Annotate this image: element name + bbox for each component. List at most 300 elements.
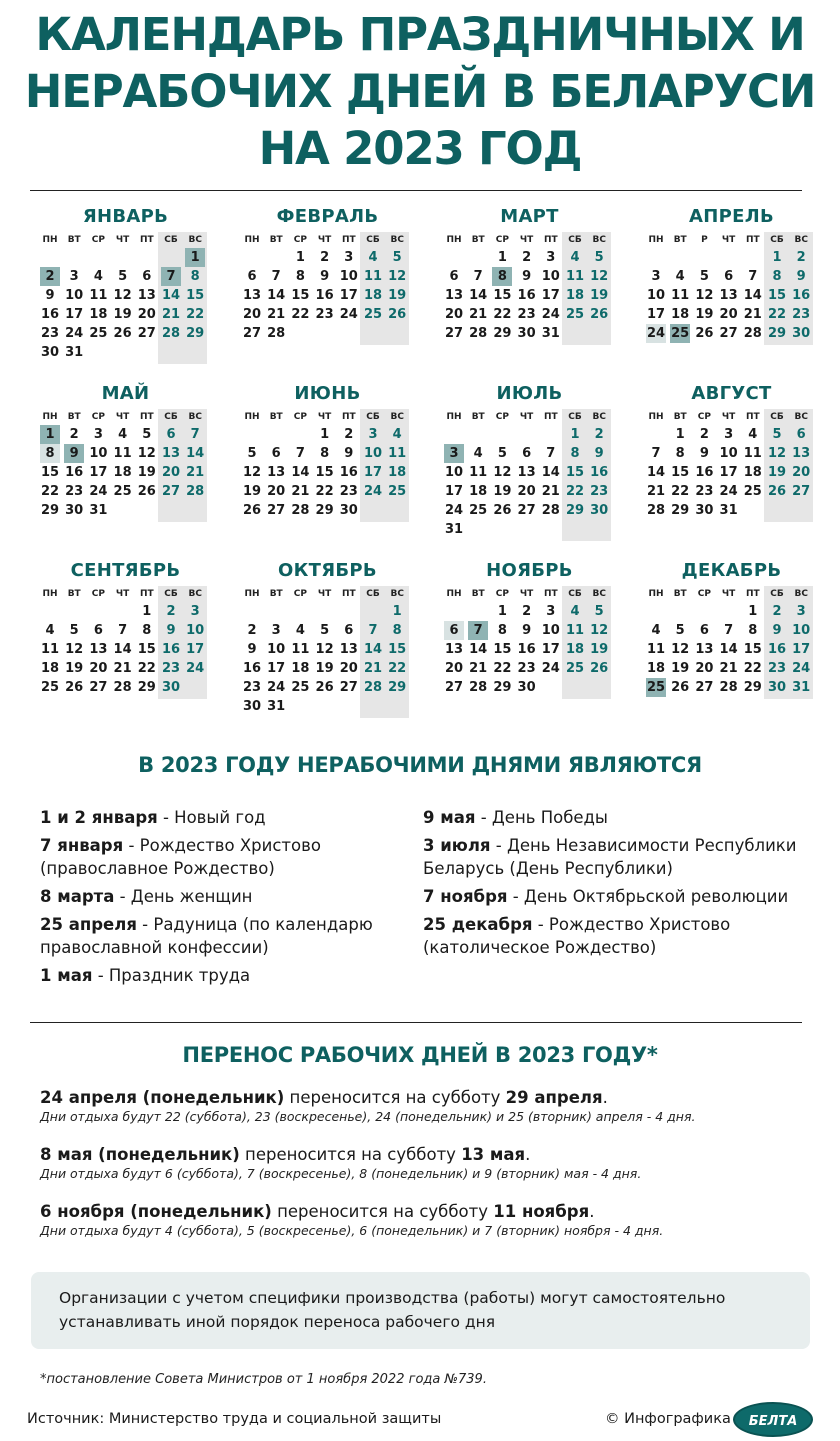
weekday-header: ВС <box>592 235 606 245</box>
calendar-day: 17 <box>792 642 811 657</box>
calendar-day: 1 <box>320 427 330 442</box>
divider-middle <box>30 1022 802 1023</box>
weekday-header: СР <box>91 235 105 245</box>
weekday-header: СР <box>293 412 307 422</box>
calendar-day: 25 <box>388 484 407 499</box>
transfer-from: 24 апреля (понедельник) <box>40 1088 285 1107</box>
calendar-day: 5 <box>247 446 257 461</box>
weekday-header: ВС <box>188 412 202 422</box>
weekday-header: СБ <box>366 412 380 422</box>
weekday-header: ВС <box>794 412 808 422</box>
source-text: Источник: Министерство труда и социальной защиты <box>27 1411 442 1427</box>
calendar-day: 21 <box>469 661 488 676</box>
calendar-day: 12 <box>767 446 787 461</box>
calendar-day: 3 <box>271 623 281 638</box>
calendar-day: 23 <box>339 484 358 499</box>
calendar-day: 20 <box>517 484 536 499</box>
weekday-header: ВС <box>188 235 202 245</box>
weekday-header: ПН <box>446 589 462 599</box>
calendar-day: 20 <box>444 307 464 322</box>
transfer-from: 8 мая (понедельник) <box>40 1145 240 1164</box>
belta-logo: БЕЛТА <box>733 1402 813 1437</box>
calendar-day: 19 <box>671 661 690 676</box>
calendar-day: 28 <box>186 484 205 499</box>
calendar-day: 9 <box>247 642 257 657</box>
calendar-day: 20 <box>792 465 811 480</box>
month-1 <box>38 206 213 364</box>
weekday-header: ВТ <box>673 589 687 599</box>
transfer-item <box>40 1201 830 1239</box>
weekday-header: ЧТ <box>519 589 534 599</box>
calendar-day: 23 <box>792 307 811 322</box>
calendar-day: 14 <box>186 446 205 461</box>
month-4 <box>644 206 819 345</box>
calendar-day: 30 <box>161 680 181 695</box>
calendar-day: 18 <box>671 307 690 322</box>
calendar-day: 1 <box>142 604 152 619</box>
transfer-mid: переносится на субботу <box>271 1202 494 1221</box>
weekday-header: СБ <box>164 412 178 422</box>
calendar-day: 18 <box>113 465 132 480</box>
calendar-day: 3 <box>368 427 378 442</box>
calendar-day: 29 <box>671 503 690 518</box>
calendar-day: 22 <box>493 661 512 676</box>
calendar-day: 13 <box>137 288 156 303</box>
calendar-day: 4 <box>748 427 758 442</box>
calendar-day: 22 <box>767 307 787 322</box>
calendar-day: 23 <box>161 661 181 676</box>
calendar-day: 10 <box>339 269 358 284</box>
weekday-header: СБ <box>568 589 582 599</box>
weekday-header: ВТ <box>471 589 485 599</box>
month-name: ОКТЯБРЬ <box>278 560 377 581</box>
calendar-day: 21 <box>291 484 310 499</box>
calendar-day: 4 <box>118 427 128 442</box>
calendar-day: 12 <box>590 269 609 284</box>
calendar-day: 29 <box>743 680 762 695</box>
calendar-day: 26 <box>137 484 156 499</box>
holiday-day: 7 <box>161 267 181 286</box>
calendar-day: 29 <box>565 503 585 518</box>
calendar-day: 24 <box>267 680 286 695</box>
weekday-header: ПН <box>648 589 664 599</box>
calendar-day: 22 <box>493 307 512 322</box>
calendar-day: 28 <box>469 326 488 341</box>
calendar-day: 7 <box>546 446 556 461</box>
calendar-day: 24 <box>792 661 811 676</box>
month-10 <box>240 560 415 718</box>
calendar-day: 26 <box>590 661 609 676</box>
calendar-day: 26 <box>695 326 714 341</box>
weekday-header: ВТ <box>269 412 283 422</box>
calendar-day: 14 <box>469 642 488 657</box>
calendar-day: 28 <box>541 503 560 518</box>
calendar-day: 5 <box>594 604 604 619</box>
calendar-day: 31 <box>89 503 108 518</box>
calendar-day: 18 <box>291 661 310 676</box>
calendar-day: 3 <box>69 269 79 284</box>
calendar-day: 11 <box>291 642 310 657</box>
calendar-day: 18 <box>363 288 383 303</box>
calendar-day: 14 <box>541 465 560 480</box>
calendar-day: 25 <box>113 484 132 499</box>
calendar-day: 23 <box>315 307 334 322</box>
calendar-day: 15 <box>743 642 762 657</box>
calendar-day: 31 <box>792 680 811 695</box>
calendar-day: 1 <box>295 250 305 265</box>
calendar-day: 17 <box>89 465 108 480</box>
calendar-day: 15 <box>388 642 407 657</box>
calendar-day: 20 <box>444 661 464 676</box>
calendar-day: 7 <box>295 446 305 461</box>
calendar-day: 13 <box>267 465 286 480</box>
calendar-day: 21 <box>267 307 286 322</box>
calendar-day: 10 <box>65 288 84 303</box>
weekday-header: ЧТ <box>317 412 332 422</box>
calendar-day: 5 <box>392 250 402 265</box>
calendar-day: 4 <box>675 269 685 284</box>
calendar-day: 15 <box>315 465 334 480</box>
calendar-day: 22 <box>137 661 156 676</box>
calendar-day: 18 <box>89 307 108 322</box>
calendar-day: 25 <box>363 307 383 322</box>
calendar-day: 18 <box>743 465 762 480</box>
calendar-day: 27 <box>444 680 464 695</box>
calendar-day: 11 <box>40 642 60 657</box>
calendar-day: 2 <box>69 427 79 442</box>
calendar-day: 27 <box>267 503 286 518</box>
holiday-item <box>40 834 440 880</box>
calendar-day: 7 <box>190 427 200 442</box>
holiday-item <box>423 834 823 880</box>
holidays-list-right <box>423 806 823 964</box>
weekday-header: СБ <box>770 235 784 245</box>
calendar-day: 7 <box>368 623 378 638</box>
calendar-day: 28 <box>291 503 310 518</box>
weekday-header: ПТ <box>139 412 154 422</box>
calendar-day: 16 <box>65 465 84 480</box>
calendar-day: 5 <box>118 269 128 284</box>
weekday-header: СР <box>697 412 711 422</box>
weekday-header: ЧТ <box>317 589 332 599</box>
calendar-day: 30 <box>65 503 84 518</box>
calendar-day: 28 <box>719 680 738 695</box>
calendar-day: 20 <box>89 661 108 676</box>
calendar-day: 6 <box>699 623 709 638</box>
calendar-day: 3 <box>724 427 734 442</box>
calendar-day: 30 <box>40 345 60 360</box>
calendar-day: 11 <box>743 446 762 461</box>
calendar-day: 18 <box>646 661 666 676</box>
month-name: АВГУСТ <box>691 383 772 404</box>
weekday-header: ВС <box>592 412 606 422</box>
calendar-day: 12 <box>113 288 132 303</box>
calendar-day: 22 <box>186 307 205 322</box>
holiday-date: 3 июля <box>423 836 491 855</box>
transfers-title: ПЕРЕНОС РАБОЧИХ ДНЕЙ В 2023 ГОДУ* <box>182 1043 658 1067</box>
month-6 <box>240 383 415 522</box>
calendar-day: 3 <box>190 604 200 619</box>
transfer-mid: переносится на субботу <box>239 1145 462 1164</box>
notice-box: Организации с учетом специфики производства (работы) могут самостоятельно устанавливать иной порядок переноса рабочего дня <box>31 1272 810 1349</box>
calendar-day: 26 <box>315 680 334 695</box>
calendar-day: 20 <box>242 307 262 322</box>
calendar-day: 9 <box>45 288 55 303</box>
weekday-header: СБ <box>568 412 582 422</box>
calendar-day: 29 <box>388 680 407 695</box>
weekday-header: ВТ <box>67 589 81 599</box>
calendar-day: 1 <box>392 604 402 619</box>
calendar-day: 9 <box>320 269 330 284</box>
calendar-day: 14 <box>363 642 383 657</box>
weekday-header: СБ <box>770 412 784 422</box>
calendar-day: 11 <box>671 288 690 303</box>
calendar-day: 15 <box>493 642 512 657</box>
holiday-item <box>40 964 440 987</box>
calendar-day: 15 <box>137 642 156 657</box>
calendar-day: 13 <box>161 446 181 461</box>
calendar-day: 30 <box>590 503 609 518</box>
weekday-header: ПТ <box>745 235 760 245</box>
calendar-day: 23 <box>590 484 609 499</box>
calendar-day: 5 <box>497 446 507 461</box>
holiday-day: 1 <box>185 248 205 267</box>
calendar-day: 13 <box>719 288 738 303</box>
weekday-header: СБ <box>770 589 784 599</box>
calendar-day: 29 <box>767 326 787 341</box>
holiday-name: - День Октябрьской революции <box>507 887 789 906</box>
weekday-header: ПН <box>42 589 58 599</box>
holidays-title: В 2023 ГОДУ НЕРАБОЧИМИ ДНЯМИ ЯВЛЯЮТСЯ <box>138 753 702 777</box>
calendar-day: 29 <box>493 326 512 341</box>
weekday-header: СР <box>697 589 711 599</box>
month-8 <box>644 383 819 522</box>
weekday-header: ПТ <box>139 589 154 599</box>
transfers-list <box>40 1087 830 1258</box>
calendar-day: 7 <box>271 269 281 284</box>
calendar-day: 26 <box>242 503 262 518</box>
weekday-header: ВТ <box>673 235 687 245</box>
weekday-header: СБ <box>568 235 582 245</box>
calendar-day: 2 <box>594 427 604 442</box>
calendar-day: 25 <box>565 661 585 676</box>
holiday-item <box>423 913 823 959</box>
calendar-day: 15 <box>40 465 60 480</box>
holiday-date: 7 ноября <box>423 887 508 906</box>
weekday-header: ВС <box>188 589 202 599</box>
calendar-day: 16 <box>339 465 358 480</box>
calendar-day: 6 <box>93 623 103 638</box>
holiday-date: 25 декабря <box>423 915 533 934</box>
calendar-day: 13 <box>695 642 714 657</box>
holiday-name: - Праздник труда <box>92 966 251 985</box>
calendar-day: 2 <box>699 427 709 442</box>
weekday-header: ПТ <box>745 589 760 599</box>
calendar-day: 18 <box>565 288 585 303</box>
calendar-day: 11 <box>89 288 108 303</box>
calendar-day: 13 <box>339 642 358 657</box>
calendar-day: 18 <box>565 642 585 657</box>
weekday-header: ПН <box>648 412 664 422</box>
calendar-day: 26 <box>493 503 512 518</box>
weekday-header: ПН <box>244 235 260 245</box>
weekday-header: ЧТ <box>317 235 332 245</box>
calendar-day: 11 <box>113 446 132 461</box>
weekday-header: ВТ <box>67 235 81 245</box>
month-name: ЯНВАРЬ <box>82 206 169 227</box>
calendar-day: 30 <box>517 326 536 341</box>
calendar-day: 14 <box>743 288 762 303</box>
holiday-day: 25 <box>646 680 666 695</box>
holiday-name: - День Победы <box>475 808 608 827</box>
calendar-day: 8 <box>320 446 330 461</box>
calendar-day: 16 <box>40 307 60 322</box>
transfer-note: Дни отдыха будут 4 (суббота), 5 (воскресенье), 6 (понедельник) и 7 (вторник) ноября - 4 дня. <box>40 1223 664 1238</box>
weekday-header: ВТ <box>673 412 687 422</box>
calendar-day: 17 <box>339 288 358 303</box>
calendar-day: 13 <box>444 642 464 657</box>
calendar-day: 15 <box>767 288 787 303</box>
calendar-day: 30 <box>339 503 358 518</box>
calendar-day: 24 <box>363 484 383 499</box>
calendar-day: 5 <box>69 623 79 638</box>
calendar-day: 12 <box>671 642 690 657</box>
calendar-day: 6 <box>449 269 459 284</box>
calendar-day: 26 <box>590 307 609 322</box>
calendar-day: 19 <box>695 307 714 322</box>
weekday-header: ЧТ <box>721 589 736 599</box>
holiday-day: 9 <box>64 444 84 463</box>
calendar-day: 12 <box>695 288 714 303</box>
calendar-day: 14 <box>469 288 488 303</box>
weekday-header: ПН <box>244 412 260 422</box>
transfer-main <box>40 1201 830 1223</box>
month-3 <box>442 206 617 345</box>
calendar-day: 22 <box>291 307 310 322</box>
calendar-day: 11 <box>469 465 488 480</box>
calendar-day: 28 <box>363 680 383 695</box>
transfer-day: 24 <box>646 326 666 341</box>
calendar-day: 28 <box>267 326 286 341</box>
calendar-day: 20 <box>137 307 156 322</box>
calendar-day: 14 <box>267 288 286 303</box>
calendar-day: 1 <box>675 427 685 442</box>
holiday-date: 1 мая <box>40 966 93 985</box>
calendar-day: 25 <box>40 680 60 695</box>
holiday-name: - День женщин <box>114 887 253 906</box>
holiday-date: 25 апреля <box>40 915 137 934</box>
calendar-day: 14 <box>291 465 310 480</box>
holiday-name: - Новый год <box>157 808 266 827</box>
calendar-day: 30 <box>695 503 714 518</box>
weekday-header: ПН <box>42 235 58 245</box>
calendar-day: 6 <box>166 427 176 442</box>
holiday-day: 1 <box>40 425 60 444</box>
weekday-header: СБ <box>164 235 178 245</box>
weekday-header: СБ <box>366 589 380 599</box>
calendar-day: 30 <box>242 699 262 714</box>
calendar-day: 20 <box>719 307 738 322</box>
weekday-header: ВС <box>390 412 404 422</box>
month-name: ИЮЛЬ <box>496 383 563 404</box>
calendar-day: 15 <box>291 288 310 303</box>
month-name: МАРТ <box>500 206 559 227</box>
calendar-day: 22 <box>565 484 585 499</box>
transfer-to: 13 мая <box>461 1145 526 1164</box>
calendar-day: 10 <box>186 623 205 638</box>
calendar-day: 16 <box>517 642 536 657</box>
transfer-end: . <box>525 1145 531 1164</box>
calendar-day: 1 <box>748 604 758 619</box>
calendar-day: 4 <box>473 446 483 461</box>
calendar-day: 3 <box>344 250 354 265</box>
calendar-day: 11 <box>565 623 585 638</box>
calendar-day: 21 <box>113 661 132 676</box>
calendar-day: 26 <box>671 680 690 695</box>
copyright-text: © Инфографика <box>605 1411 731 1427</box>
calendar-day: 5 <box>594 250 604 265</box>
weekday-header: ПТ <box>543 235 558 245</box>
calendar-day: 25 <box>743 484 762 499</box>
calendar-day: 10 <box>444 465 464 480</box>
calendar-day: 17 <box>719 465 738 480</box>
calendar-day: 10 <box>541 623 560 638</box>
calendar-day: 29 <box>186 326 205 341</box>
calendar-day: 19 <box>388 288 407 303</box>
calendar-day: 7 <box>724 623 734 638</box>
title-line-2: НЕРАБОЧИХ ДНЕЙ В БЕЛАРУСИ <box>24 65 816 118</box>
month-12 <box>644 560 819 699</box>
holiday-day: 25 <box>671 326 690 341</box>
calendar-day: 16 <box>695 465 714 480</box>
calendar-day: 10 <box>646 288 666 303</box>
holiday-name: - Рождество Христово (православное Рождество) <box>40 836 321 878</box>
calendar-day: 3 <box>93 427 103 442</box>
holiday-date: 9 мая <box>423 808 476 827</box>
calendar-day: 14 <box>719 642 738 657</box>
calendar-day: 9 <box>522 269 532 284</box>
month-name: СЕНТЯБРЬ <box>70 560 181 581</box>
holiday-item <box>423 885 823 908</box>
weekday-header: ПН <box>42 412 58 422</box>
calendar-day: 5 <box>675 623 685 638</box>
calendar-day: 27 <box>242 326 262 341</box>
calendar-day: 26 <box>388 307 407 322</box>
weekday-header: ВТ <box>269 589 283 599</box>
weekday-header: СР <box>495 235 509 245</box>
calendar-day: 31 <box>65 345 84 360</box>
calendar-day: 4 <box>651 623 661 638</box>
calendar-day: 3 <box>546 250 556 265</box>
calendar-day: 5 <box>772 427 782 442</box>
weekday-header: ВС <box>592 589 606 599</box>
calendar-day: 24 <box>541 307 560 322</box>
weekday-header: ВС <box>390 235 404 245</box>
weekday-header: СР <box>91 589 105 599</box>
calendar-day: 6 <box>522 446 532 461</box>
calendar-day: 10 <box>792 623 811 638</box>
calendar-day: 22 <box>315 484 334 499</box>
calendar-day: 27 <box>339 680 358 695</box>
calendar-day: 23 <box>767 661 787 676</box>
holiday-name: - Радуница (по календарю православной конфессии) <box>40 915 373 957</box>
calendar-day: 7 <box>748 269 758 284</box>
calendar-day: 22 <box>671 484 690 499</box>
calendar-day: 27 <box>89 680 108 695</box>
calendar-day: 30 <box>767 680 787 695</box>
transfer-note: Дни отдыха будут 6 (суббота), 7 (воскресенье), 8 (понедельник) и 9 (вторник) мая - 4 дня. <box>40 1166 642 1181</box>
calendar-day: 4 <box>392 427 402 442</box>
